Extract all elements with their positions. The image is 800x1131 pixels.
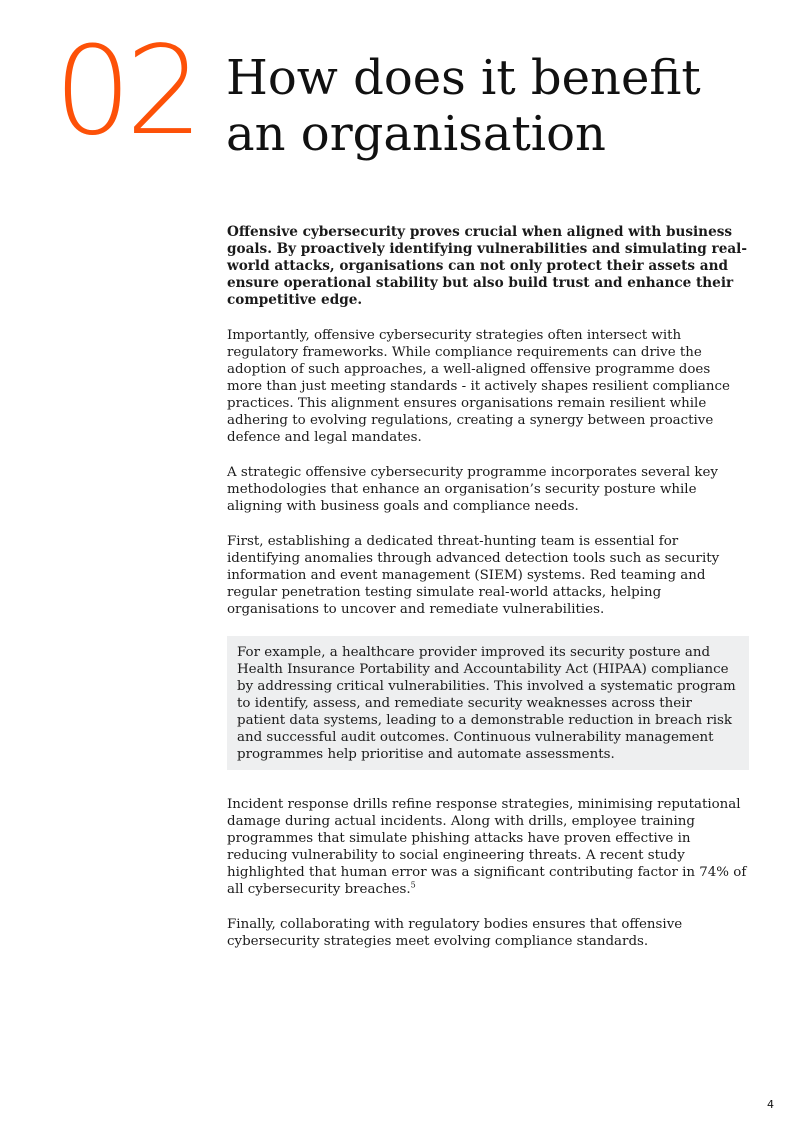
paragraph-incident-response — [227, 796, 749, 898]
lead-paragraph: Offensive cybersecurity proves crucial when aligned with business goals. By proactively identifying vulnerabilities and simulating real-world attacks, organisations can not only protect their assets and ensure operational stability but also build trust and enhance their competitive edge. — [227, 224, 747, 308]
paragraph-threat-hunting: First, establishing a dedicated threat-hunting team is essential for identifying anomalies through advanced detection tools such as security information and event management (SIEM) systems. Red teaming and regular penetration testing simulate real-world attacks, helping organisations to uncover and remediate vulnerabilities. — [227, 534, 720, 617]
article-body — [227, 224, 749, 968]
paragraph-regulatory-collaboration: Finally, collaborating with regulatory bodies ensures that offensive cybersecurity strategies meet evolving compliance standards. — [227, 917, 683, 949]
page-number: 4 — [767, 1098, 774, 1111]
page-title-line-2: an organisation — [226, 106, 606, 162]
paragraph-regulatory: Importantly, offensive cybersecurity strategies often intersect with regulatory frameworks. While compliance requirements can drive the adoption of such approaches, a well-aligned offensive programme does more than just meeting standards - it actively shapes resilient compliance practices. This alignment ensures organisations remain resilient while adhering to evolving regulations, creating a synergy between proactive defence and legal mandates. — [227, 328, 730, 445]
paragraph-strategic-programme: A strategic offensive cybersecurity programme incorporates several key methodologies that enhance an organisation’s security posture while aligning with business goals and compliance needs. — [227, 465, 718, 514]
footnote-reference[interactable]: 5 — [410, 880, 416, 890]
callout-text: For example, a healthcare provider improved its security posture and Health Insurance Portability and Accountability Act (HIPAA) compliance by addressing critical vulnerabilities. This involved a systematic program to identify, assess, and remediate security weaknesses across their patient data systems, leading to a demonstrable reduction in breach risk and successful audit outcomes. Continuous vulnerability management programmes help prioritise and automate assessments. — [237, 645, 736, 762]
paragraph-incident-response-text: Incident response drills refine response strategies, minimising reputational damage during actual incidents. Along with drills, employee training programmes that simulate phishing attacks have proven effective in reducing vulnerability to social engineering threats. A recent study highlighted that human error was a significant contributing factor in 74% of all cybersecurity breaches. — [227, 797, 747, 897]
page-title-line-1: How does it benefit — [226, 50, 701, 106]
page-title — [226, 50, 786, 162]
example-callout-box — [227, 636, 749, 770]
section-number: 02 — [54, 20, 198, 162]
